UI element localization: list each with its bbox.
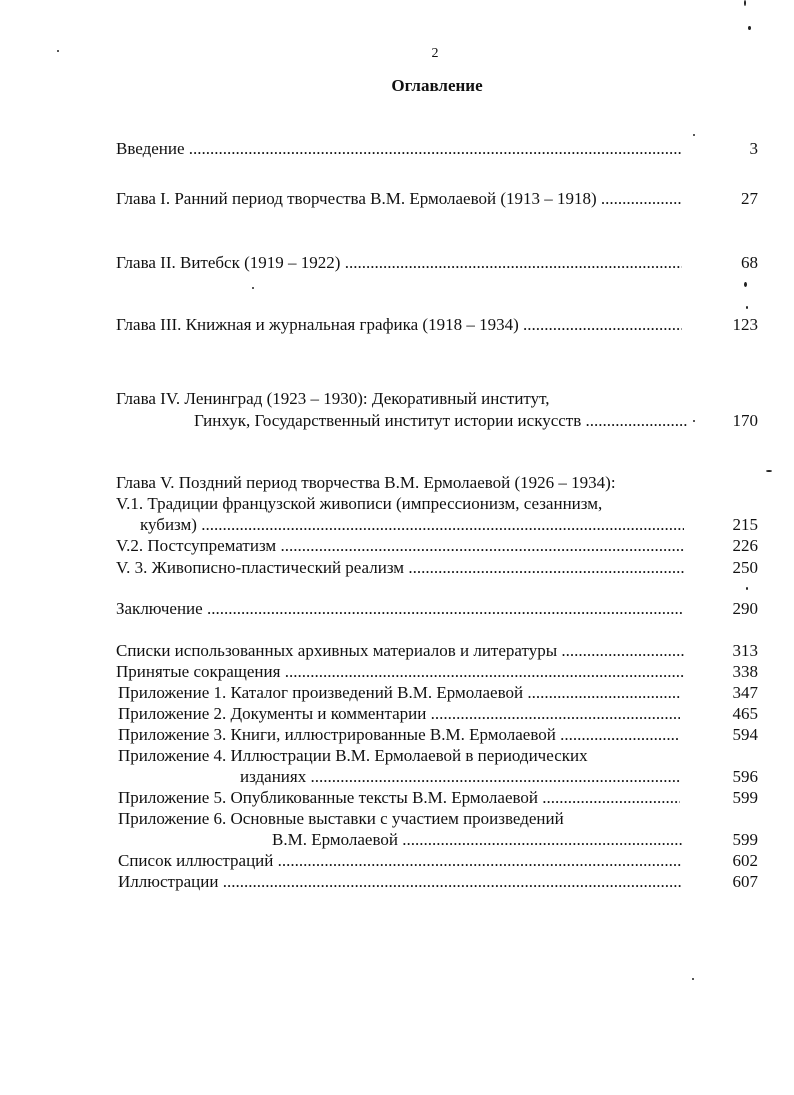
scan-speck	[693, 134, 695, 136]
toc-entry	[0, 724, 794, 746]
toc-entry	[0, 850, 794, 872]
toc-entry	[0, 703, 794, 725]
toc-entry-page: 602	[732, 851, 758, 870]
toc-entry-heading: Глава V. Поздний период творчества В.М. Ермолаевой (1926 – 1934):	[116, 473, 616, 492]
toc-entry-title: V. 3. Живописно-пластический реализм .....	[116, 557, 684, 579]
toc-entry	[0, 514, 794, 536]
toc-entry-page: 607	[732, 872, 758, 891]
toc-entry	[0, 138, 794, 160]
toc-entry-title: Глава I. Ранний период творчества В.М. Ермолаевой (1913 – 1918) .....	[116, 188, 682, 210]
toc-entry-page: 27	[741, 189, 758, 208]
scan-speck	[693, 420, 695, 422]
toc-entry-page: 215	[732, 515, 758, 534]
toc-entry-heading: Приложение 6. Основные выставки с участием произведений	[118, 809, 564, 828]
toc-entry-page: 123	[732, 315, 758, 334]
scan-speck	[252, 287, 254, 289]
toc-entry	[0, 640, 794, 662]
toc-entry-page: 599	[732, 830, 758, 849]
toc-entry	[0, 598, 794, 620]
toc-entry-page: 170	[732, 411, 758, 430]
toc-entry-page: 250	[732, 558, 758, 577]
toc-entry-page: 68	[741, 253, 758, 272]
scan-speck	[692, 978, 694, 980]
toc-entry-title: Приложение 1. Каталог произведений В.М. Ермолаевой .....	[118, 682, 680, 704]
toc-entry-title: Список иллюстраций .....	[118, 850, 682, 872]
toc-entry-title: Заключение .....	[116, 598, 684, 620]
toc-entry	[0, 535, 794, 557]
toc-entry-page: 596	[732, 767, 758, 786]
toc-entry-page: 599	[732, 788, 758, 807]
scan-speck	[766, 470, 772, 472]
toc-entry-page: 594	[732, 725, 758, 744]
toc-entry	[0, 557, 794, 579]
toc-entry-page: 465	[732, 704, 758, 723]
scan-speck	[746, 587, 748, 590]
toc-entry-title: Принятые сокращения .....	[116, 661, 684, 683]
toc-entry	[0, 682, 794, 704]
toc-entry	[0, 787, 794, 809]
scan-speck	[744, 0, 746, 6]
toc-entry-page: 313	[732, 641, 758, 660]
toc-entry-title: V.2. Постсупрематизм .....	[116, 535, 684, 557]
page-title: Оглавление	[391, 76, 483, 95]
toc-entry	[0, 314, 794, 336]
toc-entry-heading: V.1. Традиции французской живописи (импрессионизм, сезаннизм,	[116, 494, 603, 513]
page-number: 2	[431, 46, 439, 61]
toc-entry-page: 290	[732, 599, 758, 618]
toc-entry	[0, 410, 794, 432]
toc-entry-title: Гинхук, Государственный институт истории искусств .....	[194, 410, 688, 432]
toc-entry	[0, 252, 794, 274]
toc-entry-title: В.М. Ермолаевой .....	[272, 829, 682, 851]
toc-entry	[0, 188, 794, 210]
scan-speck	[746, 306, 748, 309]
toc-entry-title: Приложение 2. Документы и комментарии .....	[118, 703, 680, 725]
toc-entry-title: Списки использованных архивных материалов и литературы .....	[116, 640, 684, 662]
toc-entry-title: Приложение 3. Книги, иллюстрированные В.М. Ермолаевой .....	[118, 724, 680, 746]
toc-entry	[0, 766, 794, 788]
toc-entry	[0, 829, 794, 851]
toc-entry-title: Глава III. Книжная и журнальная графика (1918 – 1934) .....	[116, 314, 682, 336]
toc-entry-title: Глава II. Витебск (1919 – 1922) .....	[116, 252, 682, 274]
toc-entry-page: 226	[732, 536, 758, 555]
toc-entry-page: 338	[732, 662, 758, 681]
toc-entry-title: Иллюстрации .....	[118, 871, 682, 893]
toc-entry-title: кубизм) .....	[140, 514, 684, 536]
scan-speck	[57, 50, 59, 52]
toc-entry-title: изданиях .....	[240, 766, 680, 788]
toc-entry-title: Введение .....	[116, 138, 682, 160]
toc-entry-title: Приложение 5. Опубликованные тексты В.М. Ермолаевой .....	[118, 787, 680, 809]
toc-entry-heading: Приложение 4. Иллюстрации В.М. Ермолаевой в периодических	[118, 746, 588, 765]
toc-entry	[0, 871, 794, 893]
toc-entry-heading: Глава IV. Ленинград (1923 – 1930): Декоративный институт,	[116, 389, 550, 408]
toc-entry	[0, 661, 794, 683]
scan-speck	[748, 26, 751, 30]
scan-speck	[744, 282, 747, 287]
toc-entry-page: 347	[732, 683, 758, 702]
toc-entry-page: 3	[749, 139, 758, 158]
